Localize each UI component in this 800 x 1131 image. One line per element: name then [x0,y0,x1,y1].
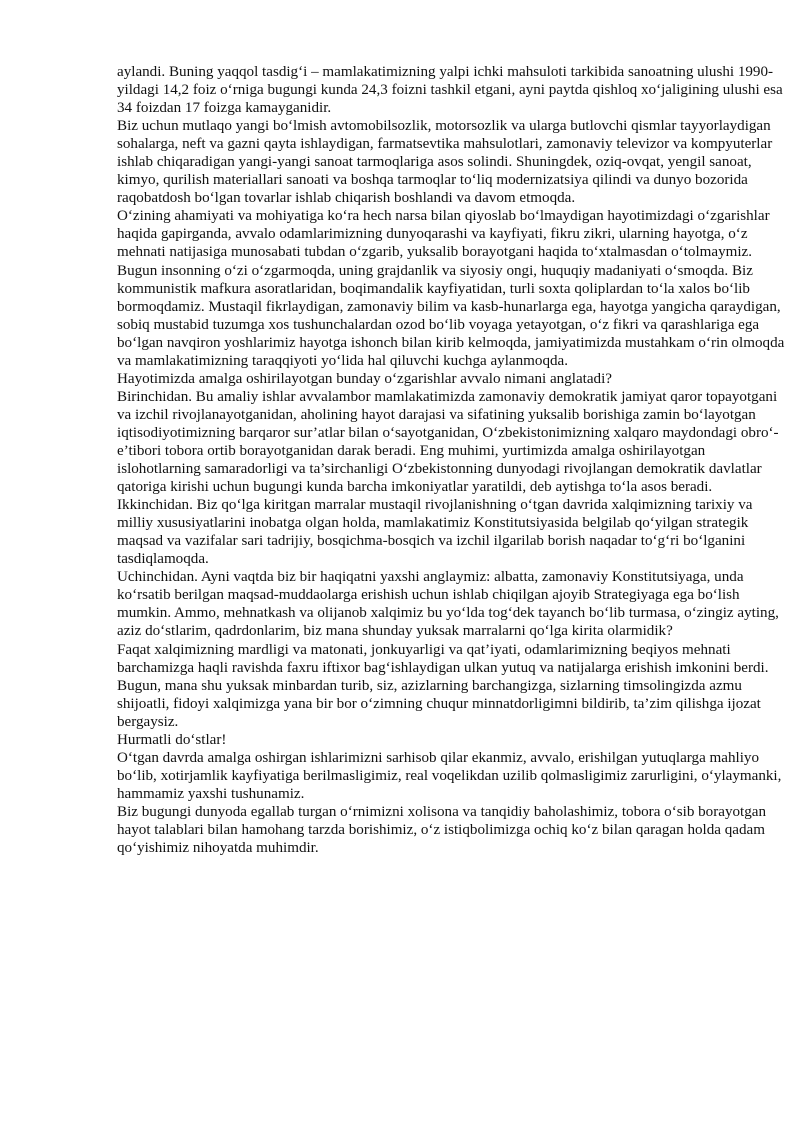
paragraph: Hayotimizda amalga oshirilayotgan bunday o‘zgarishlar avvalo nimani anglatadi? [117,370,612,387]
paragraph: Ikkinchidan. Biz qo‘lga kiritgan marralar mustaqil rivojlanishning o‘tgan davrida xalqimizning tarixiy va milliy xususiyatlarini inobatga olgan holda, mamlakatimiz Konstitutsiyasida belgilab qo‘yilgan strategik maqsad va vazifalar sari tadrijiy, bosqichma-bosqich va izchil ilgarilab borish naqadar to‘g‘ri bo‘lganini tasdiqlamoqda. [117,497,753,568]
paragraph: Hurmatli do‘stlar! [117,731,227,748]
paragraph: Biz bugungi dunyoda egallab turgan o‘rnimizni xolisona va tanqidiy baholashimiz, tobora o‘sib borayotgan hayot talablari bilan hamohang tarzda borishimiz, o‘z istiqbolimizga ochiq ko‘z bilan qaragan holda qadam qo‘yishimiz nihoyatda muhimdir. [117,803,767,857]
paragraph: aylandi. Buning yaqqol tasdig‘i – mamlakatimizning yalpi ichki mahsuloti tarkibida sanoatning ulushi 1990-yildagi 14,2 foiz o‘rniga bugungi kunda 24,3 foizni tashkil etgani, ayni paytda qishloq xo‘jaligining ulushi esa 34 foizdan 17 foizga kamayganidir. [117,64,783,117]
paragraph: Biz uchun mutlaqo yangi bo‘lmish avtomobilsozlik, motorsozlik va ularga butlovchi qismlar tayyorlaydigan sohalarga, neft va gazni qayta ishlaydigan, farmatsevtika mahsulotlari, zamonaviy televizor va kompyuterlar ishlab chiqaradigan yangi-yangi sanoat tarmoqlariga asos solindi. Shuningdek, oziq-ovqat, yengil sanoat, kimyo, qurilish materiallari sanoati va boshqa tarmoqlar to‘liq modernizatsiya qilindi va dunyo bozorida raqobatdosh bo‘lgan tovarlar ishlab chiqarish boshlandi va davom etmoqda. [117,118,773,207]
paragraph: O‘tgan davrda amalga oshirgan ishlarimizni sarhisob qilar ekanmiz, avvalo, erishilgan yutuqlarga mahliyo bo‘lib, xotirjamlik kayfiyatiga berilmasligimiz, real voqelikdan uzilib qolmasligimiz zarurligini, o‘ylaymanki, hammamiz yaxshi tushunamiz. [117,749,782,802]
paragraph: Bugun, mana shu yuksak minbardan turib, siz, azizlarning barchangizga, sizlarning timsolingizda azmu shijoatli, fidoyi xalqimizga yana bir bor o‘zimning chuqur minnatdorligimni bildirib, ta’zim qilishga ijozat bergaysiz. [117,677,761,730]
paragraph: O‘zining ahamiyati va mohiyatiga ko‘ra hech narsa bilan qiyoslab bo‘lmaydigan hayotimizdagi o‘zgarishlar haqida gapirganda, avvalo odamlarimizning dunyoqarashi va kayfiyati, fikru zikri, ularning hayotga, o‘z mehnati natijasiga munosabati tubdan o‘zgarib, yuksalib borayotgani haqida to‘xtalmasdan o‘tolmaymiz. [117,208,770,261]
paragraph: Birinchidan. Bu amaliy ishlar avvalambor mamlakatimizda zamonaviy demokratik jamiyat qaror topayotgani va izchil rivojlanayotganidan, aholining hayot darajasi va sifatining yuksalib borishiga zamin bo‘layotgan iqtisodiyotimizning barqaror sur’atlar bilan o‘sayotganidan, O‘zbekistonimizning xalqaro maydondagi obro‘-e’tibori tobora ortib borayotganidan darak beradi. Eng muhimi, yurtimizda amalga oshirilayotgan islohotlarning samaradorligi va ta’sirchanligi O‘zbekistonning dunyodagi rivojlangan demokratik davlatlar qatoriga kirishi uchun bugungi kunda barcha imkoniyatlar yaratildi, deb aytishga to‘la asos beradi. [117,388,779,496]
document-page [117,63,785,857]
paragraph: Faqat xalqimizning mardligi va matonati, jonkuyarligi va qat’iyati, odamlarimizning beqiyos mehnati barchamizga haqli ravishda faxru iftixor bag‘ishlaydigan ulkan yutuq va natijalarga erishish imkonini berdi. [117,641,769,676]
paragraph: Uchinchidan. Ayni vaqtda biz bir haqiqatni yaxshi anglaymiz: albatta, zamonaviy Konstitutsiyaga, unda ko‘rsatib berilgan maqsad-muddaolarga erishish uchun ishlab chiqilgan ajoyib Strategiyaga ega bo‘lish mumkin. Ammo, mehnatkash va olijanob xalqimiz bu yo‘lda tog‘dek tayanch bo‘lib turmasa, o‘zingiz ayting, aziz do‘stlarim, qadrdonlarim, biz mana shunday yuksak marralarni qo‘lga kirita olarmidik? [117,569,779,640]
paragraph: Bugun insonning o‘zi o‘zgarmoqda, uning grajdanlik va siyosiy ongi, huquqiy madaniyati o‘smoqda. Biz kommunistik mafkura asoratlaridan, boqimandalik kayfiyatidan, turli soxta qoliplardan to‘la xalos bo‘lib bormoqdamiz. Mustaqil fikrlaydigan, zamonaviy bilim va kasb-hunarlarga ega, hayotga yangicha qaraydigan, sobiq mustabid tuzumga xos tushunchalardan ozod bo‘lib voyaga yetayotgan, o‘z fikri va qarashlariga ega bo‘lgan navqiron yoshlarimiz hayotga ishonch bilan kirib kelmoqda, jamiyatimizda mustahkam o‘rin olmoqda va mamlakatimizning taraqqiyoti yo‘lida hal qiluvchi kuchga aylanmoqda. [117,262,785,369]
